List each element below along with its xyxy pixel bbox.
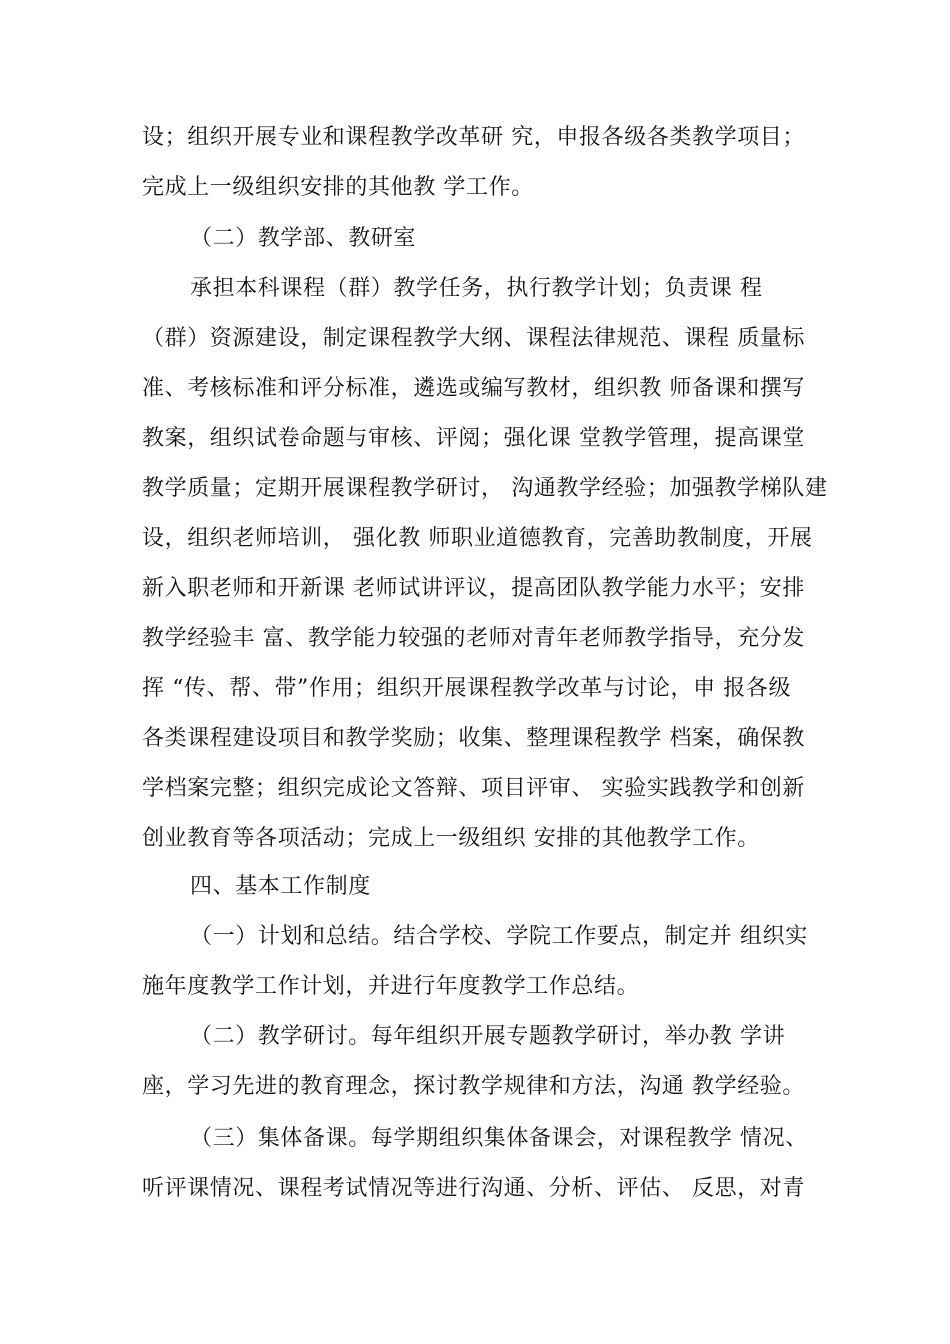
text-line: 挥 “传、帮、带”作用；组织开展课程教学改革与讨论，申 报各级	[142, 676, 792, 701]
text-line: 完成上一级组织安排的其他教 学工作。	[142, 175, 534, 200]
text-line: 听评课情况、课程考试情况等进行沟通、分析、评估、 反思，对青	[142, 1176, 805, 1201]
text-line: 教学质量；定期开展课程教学研讨， 沟通教学经验；加强教学梯队建	[142, 476, 828, 501]
text-line: 教案，组织试卷命题与审核、评阅；强化课 堂教学管理，提高课堂	[142, 426, 805, 451]
text-line: 座，学习先进的教育理念，探讨教学规律和方法，沟通 教学经验。	[142, 1074, 805, 1099]
text-line: （群）资源建设，制定课程教学大纲、课程法律规范、课程 质量标	[142, 326, 805, 351]
section-heading: （二）教学部、教研室	[190, 226, 417, 251]
text-line: 学档案完整；组织完成论文答辩、项目评审、 实验实践教学和创新	[142, 776, 805, 801]
text-line: 准、考核标准和评分标准，遴选或编写教材，组织教 师备课和撰写	[142, 376, 805, 401]
paragraph-start-line: 承担本科课程（群）教学任务，执行教学计划；负责课 程	[190, 276, 763, 301]
text-line: 教学经验丰 富、教学能力较强的老师对青年老师教学指导，充分发	[142, 626, 805, 651]
text-line: 设；组织开展专业和课程教学改革研 究，申报各级各类教学项目；	[142, 125, 805, 150]
text-line: 施年度教学工作计划，并进行年度教学工作总结。	[142, 974, 640, 999]
text-line: 各类课程建设项目和教学奖励；收集、整理课程教学 档案，确保教	[142, 726, 805, 751]
section-heading: 四、基本工作制度	[190, 874, 371, 899]
paragraph-start-line: （二）教学研讨。每年组织开展专题教学研讨，举办教 学讲	[190, 1024, 786, 1049]
paragraph-start-line: （一）计划和总结。结合学校、学院工作要点，制定并 组织实	[190, 924, 808, 949]
text-line: 新入职老师和开新课 老师试讲评议，提高团队教学能力水平；安排	[142, 576, 805, 601]
text-line: 创业教育等各项活动；完成上一级组织 安排的其他教学工作。	[142, 826, 760, 851]
text-line: 设，组织老师培训， 强化教 师职业道德教育，完善助教制度，开展	[142, 526, 813, 551]
paragraph-start-line: （三）集体备课。每学期组织集体备课会，对课程教学 情况、	[190, 1126, 808, 1151]
